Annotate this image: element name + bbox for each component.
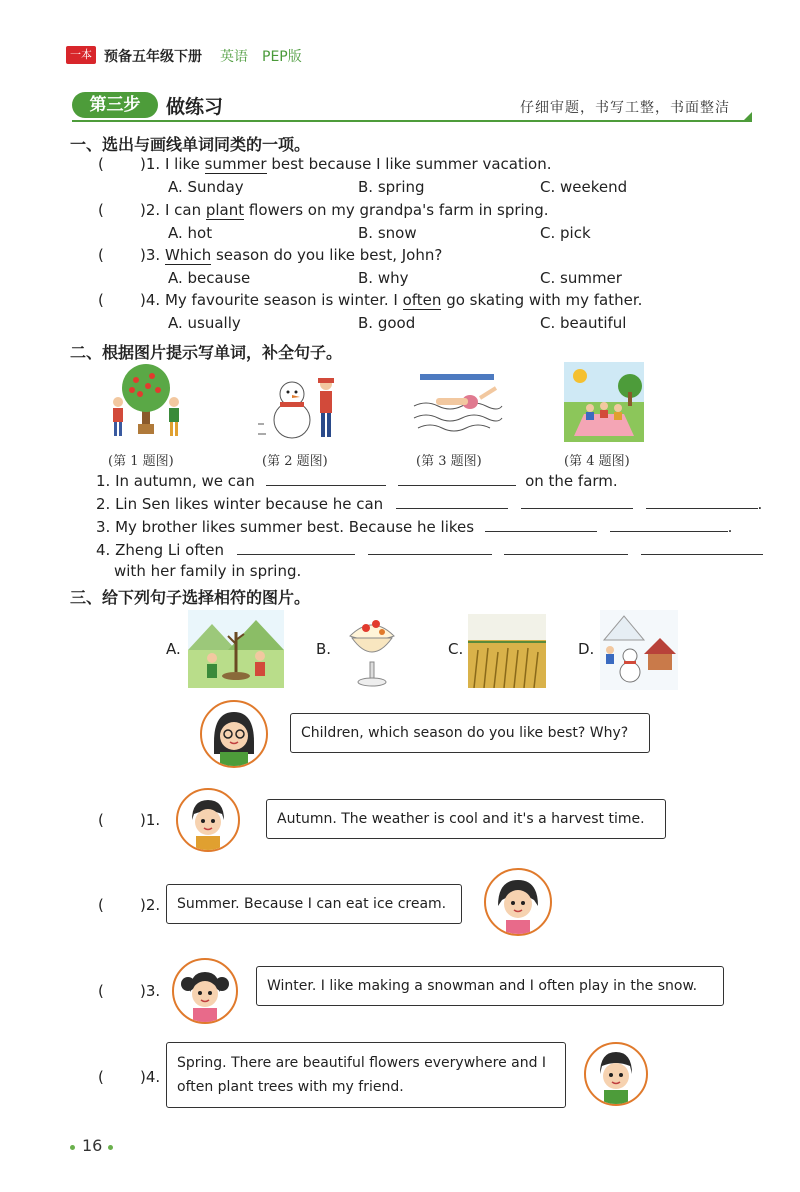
question-post: go skating with my father. bbox=[441, 291, 643, 309]
boy-avatar bbox=[176, 788, 240, 852]
page-dot-left bbox=[70, 1145, 75, 1150]
answer-number: )3. bbox=[140, 982, 161, 1000]
subject-label: 英语 bbox=[220, 49, 248, 65]
answer-4-text-line2: often plant trees with my friend. bbox=[177, 1079, 404, 1095]
sentence-4-start: 4. Zheng Li often bbox=[96, 541, 224, 559]
question-pre: My favourite season is winter. I bbox=[164, 291, 403, 309]
wheat-field-picture bbox=[468, 614, 546, 688]
question-post: best because I like summer vacation. bbox=[266, 155, 552, 173]
snow-scene-picture bbox=[600, 610, 678, 690]
question-text bbox=[140, 201, 548, 219]
step-badge: 第三步 bbox=[72, 92, 158, 118]
answer-paren[interactable]: ( bbox=[98, 1068, 104, 1086]
period: . bbox=[727, 518, 733, 536]
underlined-word: plant bbox=[205, 201, 245, 219]
option-b: B. good bbox=[358, 314, 416, 332]
question-number: )2. bbox=[140, 201, 161, 219]
blank[interactable] bbox=[610, 517, 728, 532]
answer-1-bubble bbox=[266, 799, 666, 839]
blank[interactable] bbox=[266, 471, 386, 486]
sentence-1 bbox=[96, 471, 618, 490]
answer-paren[interactable]: ( bbox=[98, 201, 104, 219]
blank[interactable] bbox=[396, 494, 508, 509]
apple-picking-picture bbox=[104, 362, 190, 440]
sentence-3 bbox=[96, 517, 732, 536]
blank[interactable] bbox=[504, 540, 628, 555]
question-text bbox=[140, 291, 642, 309]
ice-cream-picture bbox=[344, 610, 400, 690]
picture-label-a: A. bbox=[166, 640, 181, 658]
section1-title: 一、选出与画线单词同类的一项。 bbox=[70, 135, 311, 154]
answer-4-bubble bbox=[166, 1042, 566, 1108]
question-text bbox=[140, 155, 551, 173]
step-note: 仔细审题，书写工整，书面整洁 bbox=[520, 100, 730, 116]
sentence-4 bbox=[96, 540, 763, 559]
section3-title: 三、给下列句子选择相符的图片。 bbox=[70, 588, 311, 607]
tree-planting-picture bbox=[188, 610, 284, 688]
answer-paren[interactable]: ( bbox=[98, 155, 104, 173]
page-number: 16 bbox=[82, 1136, 103, 1155]
question-post: flowers on my grandpa's farm in spring. bbox=[244, 201, 549, 219]
option-a: A. because bbox=[168, 269, 251, 287]
answer-4-text-line1: Spring. There are beautiful flowers everywhere and I bbox=[177, 1055, 547, 1071]
section2-title: 二、根据图片提示写单词，补全句子。 bbox=[70, 343, 343, 362]
blank[interactable] bbox=[485, 517, 597, 532]
underlined-word: Which bbox=[164, 246, 212, 264]
answer-number: )2. bbox=[140, 896, 161, 914]
period: . bbox=[757, 495, 763, 513]
sentence-4-end: with her family in spring. bbox=[114, 562, 302, 580]
corner-mark bbox=[744, 112, 752, 120]
sentence-1-end: on the farm. bbox=[525, 472, 618, 490]
option-b: B. spring bbox=[358, 178, 425, 196]
picture-label-d: D. bbox=[578, 640, 595, 658]
caption-2: (第 2 题图) bbox=[262, 454, 328, 469]
sentence-1-start: 1. In autumn, we can bbox=[96, 472, 255, 490]
option-a: A. usually bbox=[168, 314, 241, 332]
option-b: B. why bbox=[358, 269, 409, 287]
answer-paren[interactable]: ( bbox=[98, 982, 104, 1000]
blank[interactable] bbox=[237, 540, 355, 555]
answer-number: )4. bbox=[140, 1068, 161, 1086]
picture-label-b: B. bbox=[316, 640, 332, 658]
question-pre: I like bbox=[164, 155, 205, 173]
caption-4: (第 4 题图) bbox=[564, 454, 630, 469]
blank[interactable] bbox=[521, 494, 633, 509]
question-text bbox=[140, 246, 442, 264]
picture-label-c: C. bbox=[448, 640, 464, 658]
sentence-2 bbox=[96, 494, 762, 513]
answer-paren[interactable]: ( bbox=[98, 291, 104, 309]
blank[interactable] bbox=[646, 494, 758, 509]
picnic-picture bbox=[564, 362, 644, 442]
blank[interactable] bbox=[398, 471, 516, 486]
underlined-word: often bbox=[402, 291, 442, 309]
question-number: )4. bbox=[140, 291, 161, 309]
answer-1-text: Autumn. The weather is cool and it's a harvest time. bbox=[277, 811, 645, 827]
step-title: 做练习 bbox=[166, 96, 224, 118]
teacher-question: Children, which season do you like best? Why? bbox=[301, 725, 629, 741]
question-pre: I can bbox=[164, 201, 206, 219]
answer-3-text: Winter. I like making a snowman and I often play in the snow. bbox=[267, 978, 698, 994]
option-c: C. summer bbox=[540, 269, 622, 287]
option-c: C. weekend bbox=[540, 178, 628, 196]
teacher-speech-bubble bbox=[290, 713, 650, 753]
girl-avatar bbox=[484, 868, 552, 936]
teacher-avatar bbox=[200, 700, 268, 768]
answer-paren[interactable]: ( bbox=[98, 246, 104, 264]
caption-1: (第 1 题图) bbox=[108, 454, 174, 469]
answer-paren[interactable]: ( bbox=[98, 896, 104, 914]
step-divider bbox=[72, 120, 752, 122]
brand-logo: 一本 bbox=[66, 46, 96, 64]
answer-2-bubble bbox=[166, 884, 462, 924]
question-number: )3. bbox=[140, 246, 161, 264]
answer-2-text: Summer. Because I can eat ice cream. bbox=[177, 896, 447, 912]
option-a: A. Sunday bbox=[168, 178, 244, 196]
question-post: season do you like best, John? bbox=[211, 246, 443, 264]
answer-paren[interactable]: ( bbox=[98, 811, 104, 829]
answer-3-bubble bbox=[256, 966, 724, 1006]
girl-pigtails-avatar bbox=[172, 958, 238, 1024]
book-title: 预备五年级下册 bbox=[104, 49, 202, 65]
edition-label: PEP版 bbox=[262, 49, 302, 65]
question-number: )1. bbox=[140, 155, 161, 173]
option-a: A. hot bbox=[168, 224, 213, 242]
blank[interactable] bbox=[368, 540, 492, 555]
option-c: C. beautiful bbox=[540, 314, 627, 332]
snowman-picture bbox=[254, 364, 346, 442]
sentence-3-start: 3. My brother likes summer best. Because he likes bbox=[96, 518, 475, 536]
answer-number: )1. bbox=[140, 811, 161, 829]
swimming-picture bbox=[410, 370, 504, 436]
option-c: C. pick bbox=[540, 224, 591, 242]
page-dot-right bbox=[108, 1145, 113, 1150]
blank[interactable] bbox=[641, 540, 763, 555]
sentence-2-start: 2. Lin Sen likes winter because he can bbox=[96, 495, 384, 513]
boy-green-avatar bbox=[584, 1042, 648, 1106]
caption-3: (第 3 题图) bbox=[416, 454, 482, 469]
option-b: B. snow bbox=[358, 224, 417, 242]
underlined-word: summer bbox=[204, 155, 267, 173]
